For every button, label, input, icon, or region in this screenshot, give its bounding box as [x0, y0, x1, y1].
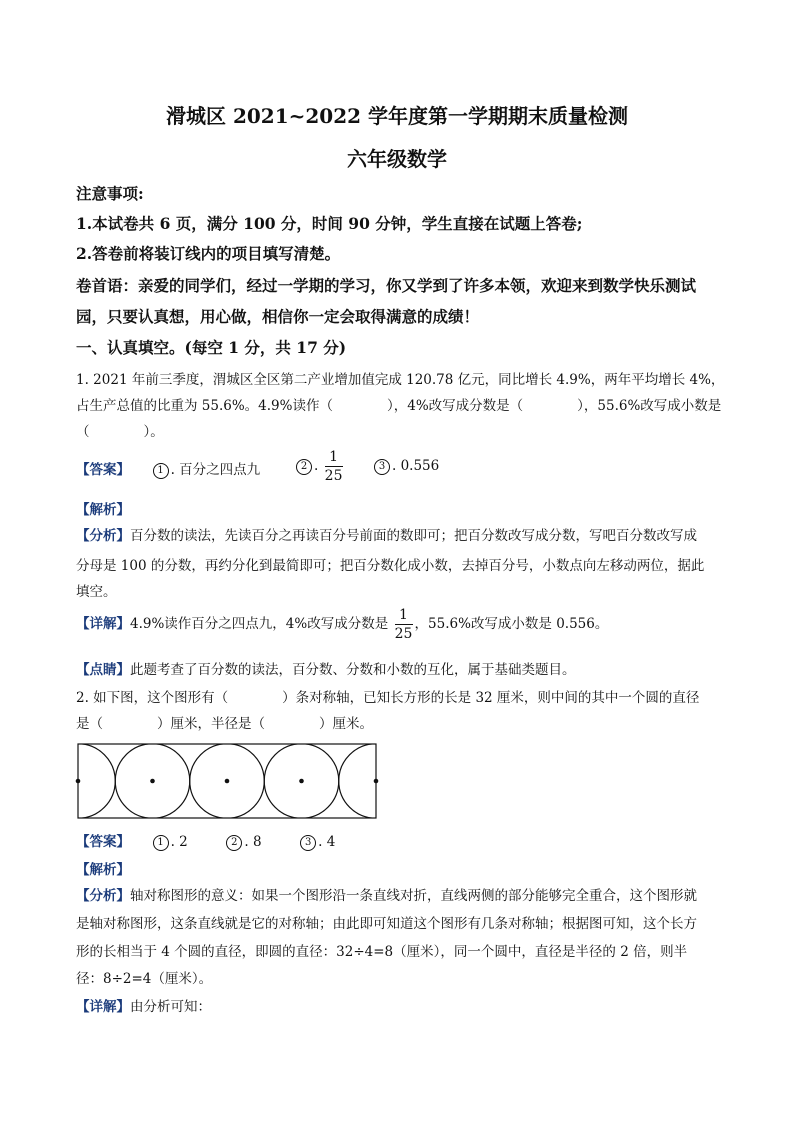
notice-line-1: 1.本试卷共 6 页，满分 100 分，时间 90 分钟，学生直接在试题上答卷; — [76, 214, 583, 233]
q1-fenxi-line-2: 分母是 100 的分数，再约分化到最简即可；把百分数化成小数，去掉百分号，小数点向左移动两位，据此 — [76, 558, 705, 574]
preface-line-2: 园，只要认真想，用心做，相信你一定会取得满意的成绩！ — [76, 307, 480, 326]
center-dot — [225, 779, 230, 784]
analysis-tag: 【解析】 — [76, 862, 130, 878]
q1-answer-row — [76, 458, 260, 479]
fraction: $\frac{1}{25}$ — [394, 607, 413, 642]
circled-number: 2 — [296, 459, 312, 475]
q1-line-1: 1. 2021 年前三季度，渭城区全区第二产业增加值完成 120.78 亿元，同比增长 4.9%，两年平均增长 4%， — [76, 372, 725, 388]
circled-number: 3 — [300, 835, 316, 851]
center-dot — [76, 779, 81, 784]
q1-line-3: （ ）。 — [76, 424, 164, 440]
center-dot — [150, 779, 155, 784]
fraction: $\frac{1}{25}$ — [324, 449, 343, 484]
analysis-tag: 【解析】 — [76, 502, 130, 518]
circles-rectangle-figure — [74, 740, 380, 822]
q1-answer-2: 2 . $\frac{1}{25}$ — [296, 448, 345, 485]
q2-detail: 【详解】由分析可知： — [76, 999, 211, 1015]
circled-number: 1 — [153, 835, 169, 851]
q2-line-2: 是（ ）厘米，半径是（ ）厘米。 — [76, 716, 373, 732]
notice-heading: 注意事项: — [76, 184, 144, 203]
section-1-heading: 一、认真填空。(每空 1 分，共 17 分) — [76, 338, 347, 357]
q2-fenxi-line-2: 是轴对称图形，这条直线就是它的对称轴；由此即可知道这个图形有几条对称轴；根据图可知，这个长方 — [76, 916, 697, 932]
q2-line-1: 2. 如下图，这个图形有（ ）条对称轴，已知长方形的长是 32 厘米，则中间的其中一个圆的直径 — [76, 690, 700, 706]
q1-fenxi-line-3: 填空。 — [76, 584, 117, 600]
center-dot — [374, 779, 379, 784]
q1-detail: 【详解】4.9%读作百分之四点九，4%改写成分数是 $\frac{1}{25}$ ，55.6%改写成小数是 0.556。 — [76, 607, 609, 642]
q1-line-2: 占生产总值的比重为 55.6%。4.9%读作（ ），4%改写成分数是（ ），55.6%改写成小数是 — [76, 398, 722, 414]
q1-fenxi-line-1: 【分析】百分数的读法，先读百分之再读百分号前面的数即可；把百分数改写成分数，写吧百分数改写成 — [76, 528, 697, 544]
q2-fenxi-line-3: 形的长相当于 4 个圆的直径，即圆的直径：32÷4=8（厘米），同一个圆中，直径是半径的 2 倍，则半 — [76, 944, 688, 960]
answer-tag: 【答案】 — [76, 462, 130, 478]
q2-fenxi-line-4: 径：8÷2=4（厘米）。 — [76, 971, 213, 987]
circled-number: 3 — [374, 459, 390, 475]
exam-subtitle: 六年级数学 — [347, 147, 447, 171]
q2-answer-row: 【答案】 1 . 2 2 . 8 3 . 4 — [76, 834, 336, 850]
answer-tag: 【答案】 — [76, 834, 130, 850]
q1-point: 【点睛】此题考查了百分数的读法，百分数、分数和小数的互化，属于基础类题目。 — [76, 662, 576, 678]
notice-line-2: 2.答卷前将装订线内的项目填写清楚。 — [76, 244, 341, 263]
exam-title: 滑城区 2021~2022 学年度第一学期期末质量检测 — [165, 104, 628, 128]
q1-answer-1: . 百分之四点九 — [170, 462, 261, 478]
q2-fenxi-line-1: 【分析】轴对称图形的意义：如果一个图形沿一条直线对折，直线两侧的部分能够完全重合，这个图形就 — [76, 888, 697, 904]
q1-answer-3: 3 . 0.556 — [374, 458, 439, 475]
circled-number: 2 — [226, 835, 242, 851]
preface-line-1: 卷首语：亲爱的同学们，经过一学期的学习，你又学到了许多本领，欢迎来到数学快乐测试 — [76, 276, 697, 295]
circled-number: 1 — [153, 463, 169, 479]
center-dot — [299, 779, 304, 784]
